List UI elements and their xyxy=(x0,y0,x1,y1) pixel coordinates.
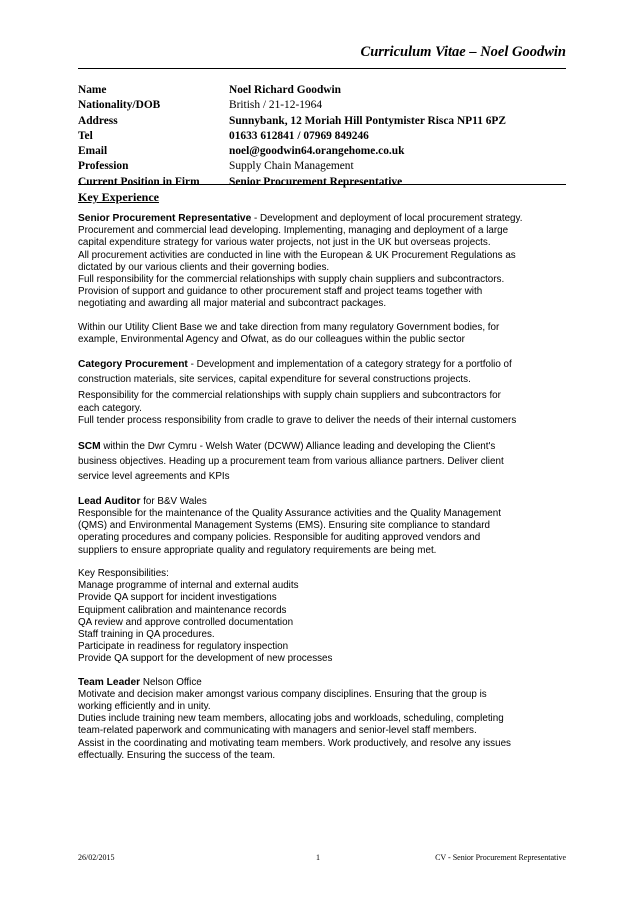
body-line: effectually. Ensuring the success of the team. xyxy=(78,749,276,761)
detail-label: Nationality/DOB xyxy=(78,99,161,112)
role-subtitle: Nelson Office xyxy=(140,676,202,688)
detail-label: Profession xyxy=(78,160,129,173)
list-item: Provide QA support for the development of new processes xyxy=(78,653,333,665)
detail-row-address xyxy=(78,114,578,129)
detail-label: Current Position in Firm xyxy=(78,175,200,188)
body-line: construction materials, site services, capital expenditure for several constructions projects. xyxy=(78,374,471,386)
body-line: - Development and deployment of local procurement strategy. xyxy=(251,213,523,224)
detail-row-tel xyxy=(78,129,578,144)
footer-date: 26/02/2015 xyxy=(78,853,115,862)
section-rule xyxy=(78,184,566,185)
list-item: Equipment calibration and maintenance records xyxy=(78,604,287,616)
detail-value: Senior Procurement Representative xyxy=(229,175,403,188)
body-line: (QMS) and Environmental Management Systems (EMS). Ensuring site compliance to standard xyxy=(78,520,490,532)
body-line: Responsible for the maintenance of the Quality Assurance activities and the Quality Management xyxy=(78,508,501,520)
scm-block xyxy=(78,439,572,485)
body-line: Within our Utility Client Base we and take direction from many regulatory Government bodies, for xyxy=(78,321,500,333)
senior-procurement-block xyxy=(78,213,572,346)
body-line: Duties include training new team members, allocating jobs and workloads, scheduling, completing xyxy=(78,713,504,725)
experience-body xyxy=(78,213,572,762)
detail-label: Address xyxy=(78,114,118,127)
role-subtitle: for B&V Wales xyxy=(140,495,207,507)
list-item: Provide QA support for incident investigations xyxy=(78,592,277,604)
detail-row-name xyxy=(78,83,578,98)
body-line: within the Dwr Cymru - Welsh Water (DCWW) Alliance leading and developing the Client's xyxy=(100,440,496,452)
page-number: 1 xyxy=(316,853,320,862)
body-line: working efficiently and in unity. xyxy=(78,700,211,712)
detail-label: Tel xyxy=(78,129,93,142)
role-title: Senior Procurement Representative xyxy=(78,213,252,224)
body-line: - Development and implementation of a category strategy for a portfolio of xyxy=(187,359,512,371)
detail-row-email xyxy=(78,144,578,159)
category-procurement-block xyxy=(78,357,572,428)
header-rule xyxy=(78,68,566,69)
detail-value: Supply Chain Management xyxy=(229,160,354,173)
footer-document-label: CV - Senior Procurement Representative xyxy=(435,853,566,862)
team-leader-block xyxy=(78,677,572,762)
detail-value: Sunnybank, 12 Moriah Hill Pontymister Risca NP11 6PZ xyxy=(229,114,506,127)
lead-auditor-block xyxy=(78,496,572,666)
detail-row-nationality xyxy=(78,98,578,113)
detail-row-position xyxy=(78,175,578,190)
body-line: suppliers to ensure appropriate quality and regulatory requirements are being met. xyxy=(78,544,437,556)
role-title: SCM xyxy=(78,440,101,452)
body-line: team-related paperwork and communicating with managers and senior-level staff members. xyxy=(78,725,477,737)
body-line: dictated by our various clients and their governing bodies. xyxy=(78,261,330,273)
detail-value: 01633 612841 / 07969 849246 xyxy=(229,129,369,142)
body-line: business objectives. Heading up a procurement team from various alliance partners. Deliver client xyxy=(78,456,504,468)
body-line: Provision of support and guidance to other procurement staff and project teams together with xyxy=(78,286,483,298)
section-heading: Key Experience xyxy=(78,190,159,204)
detail-value: British / 21-12-1964 xyxy=(229,99,323,112)
personal-details xyxy=(78,83,578,190)
body-line: Assist in the coordinating and motivating team members. Work productively, and resolve any issues xyxy=(78,737,511,749)
role-title: Lead Auditor xyxy=(78,495,141,507)
list-item: Staff training in QA procedures. xyxy=(78,628,215,640)
body-line: Full responsibility for the commercial relationships with supply chain suppliers and subcontractors. xyxy=(78,274,505,286)
detail-row-profession xyxy=(78,159,578,174)
body-line: negotiating and awarding all major material and subcontract packages. xyxy=(78,298,387,310)
body-line: All procurement activities are conducted in line with the European & UK Procurement Regulations as xyxy=(78,249,516,261)
responsibilities-heading: Key Responsibilities: xyxy=(78,567,169,579)
body-line: Responsibility for the commercial relationships with supply chain suppliers and subcontractors for xyxy=(78,389,501,401)
list-item: Participate in readiness for regulatory inspection xyxy=(78,641,289,653)
body-line: operating procedures and company policies. Responsible for auditing approved vendors and xyxy=(78,532,481,544)
role-title: Category Procurement xyxy=(78,359,188,371)
detail-value: noel@goodwin64.orangehome.co.uk xyxy=(229,145,405,158)
body-line: Full tender process responsibility from cradle to grave to deliver the needs of their internal customers xyxy=(78,415,517,427)
body-line: Motivate and decision maker amongst various company disciplines. Ensuring that the group is xyxy=(78,688,487,700)
detail-label: Name xyxy=(78,84,107,96)
detail-value: Noel Richard Goodwin xyxy=(229,84,342,96)
body-line: each category. xyxy=(78,403,142,415)
detail-label: Email xyxy=(78,145,108,158)
body-line: example, Environmental Agency and Ofwat, as do our colleagues within the public sector xyxy=(78,333,465,345)
role-title: Team Leader xyxy=(78,676,141,688)
page-footer xyxy=(78,853,566,862)
body-line: service level agreements and KPIs xyxy=(78,471,230,483)
body-line: capital expenditure strategy for various water projects, not just in the UK but overseas projects. xyxy=(78,237,491,249)
body-line: Procurement and commercial lead developing. Implementing, managing and deployment of a large xyxy=(78,225,509,237)
document-title: Curriculum Vitae – Noel Goodwin xyxy=(360,44,566,60)
list-item: QA review and approve controlled documentation xyxy=(78,616,294,628)
list-item: Manage programme of internal and external audits xyxy=(78,580,299,592)
